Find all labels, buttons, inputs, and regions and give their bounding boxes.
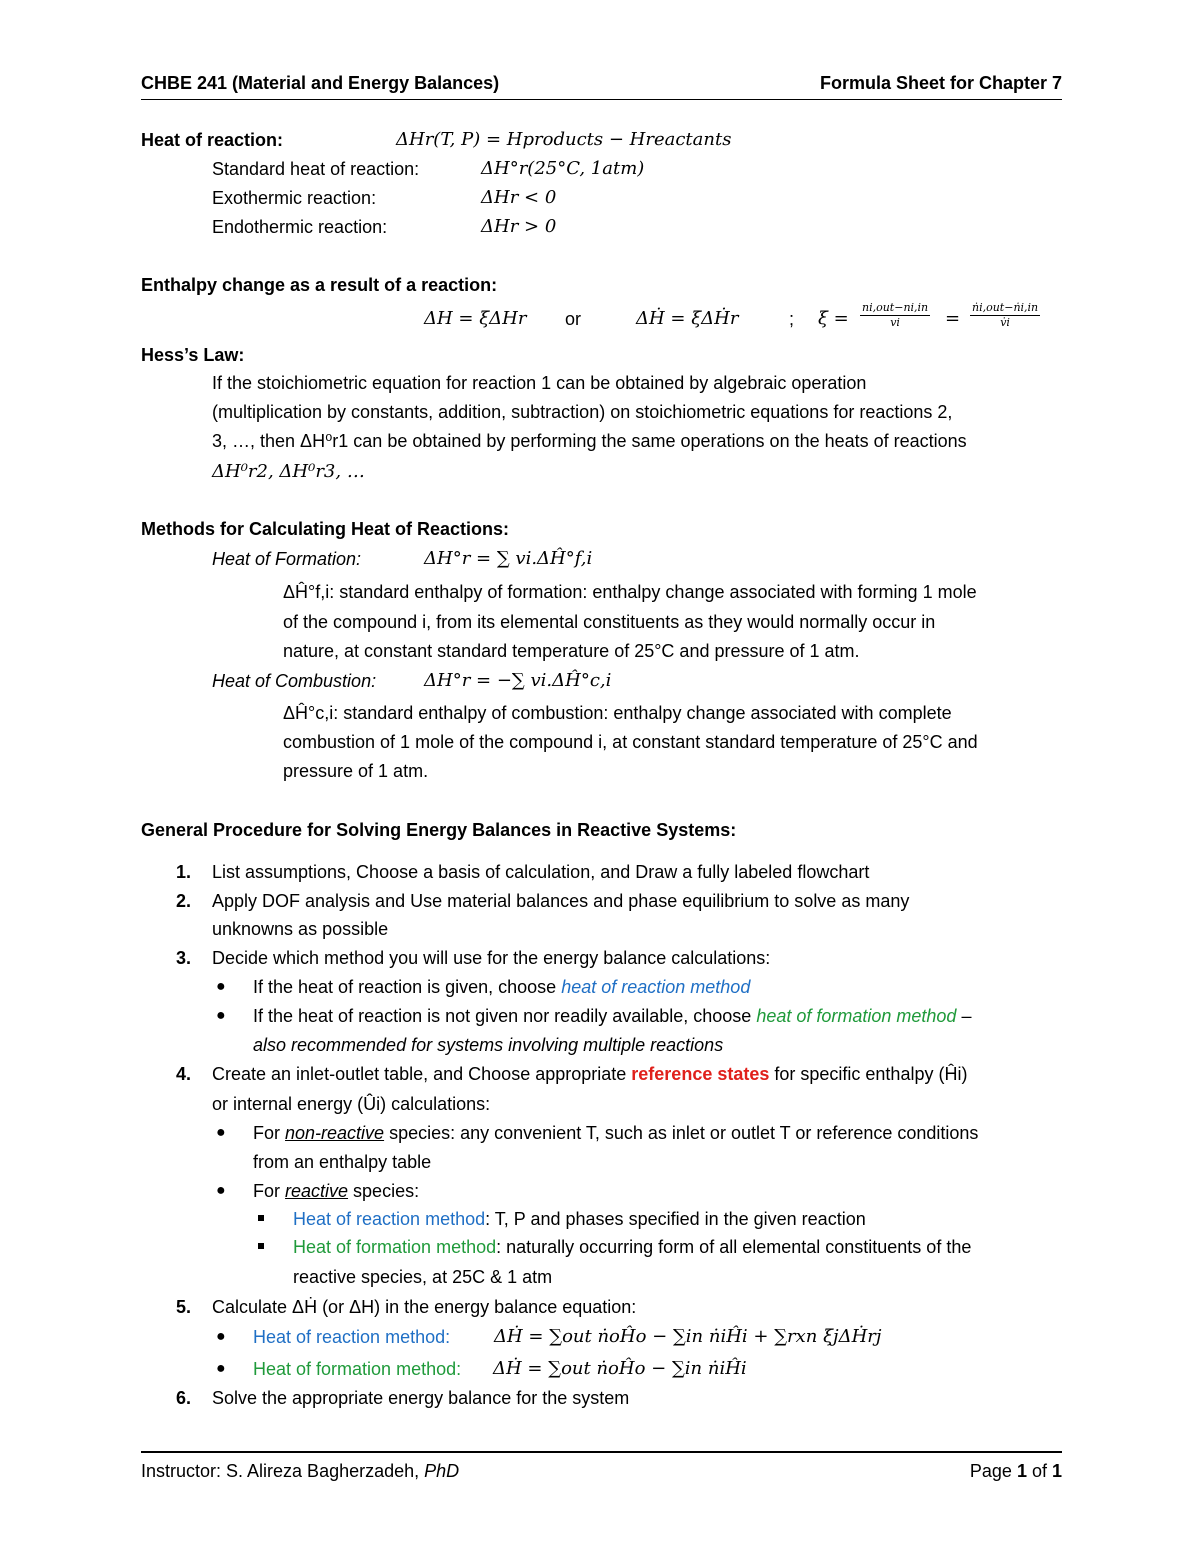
xi-lhs: ξ = xyxy=(818,308,849,329)
step-4-bullet-2-post: species: xyxy=(348,1181,420,1201)
page-number xyxy=(970,1461,1062,1482)
header-rule xyxy=(141,99,1062,100)
heat-of-reaction-method-ref: heat of reaction method xyxy=(561,977,751,997)
step-3-bullet-2-note: also recommended for systems involving multiple reactions xyxy=(253,1035,724,1055)
formation-label: Heat of Formation: xyxy=(212,549,362,569)
formation-def-2: of the compound i, from its elemental constituents as they would normally occur in xyxy=(283,612,936,632)
formation-def-3: nature, at constant standard temperature of 25°C and pressure of 1 atm. xyxy=(283,641,860,661)
bullet-dot: ● xyxy=(216,1007,226,1024)
hess-line-2: (multiplication by constants, addition, subtraction) on stoichiometric equations for reactions 2, xyxy=(212,402,953,422)
endothermic-label: Endothermic reaction: xyxy=(212,217,388,237)
step-4-bullet-2 xyxy=(253,1179,419,1203)
step-5-bullet-2 xyxy=(253,1357,461,1381)
heat-of-reaction-method-equation: ΔḢ = ∑out ṅoĤo − ∑in ṅiĤi + ∑rxn ξjΔḢrj xyxy=(494,1326,882,1347)
enthalpy-eq-batch: ΔH = ξΔHr xyxy=(424,308,527,329)
page-current: 1 xyxy=(1016,1461,1027,1481)
course-title: CHBE 241 (Material and Energy Balances) xyxy=(141,73,500,93)
bullet-dot: ● xyxy=(216,978,226,995)
methods-heading: Methods for Calculating Heat of Reactions: xyxy=(141,519,510,539)
step-number-1: 1. xyxy=(176,862,192,882)
frac2-numerator: ṅi,out−ṅi,in xyxy=(972,301,1039,314)
non-reactive-term: non-reactive xyxy=(285,1123,385,1143)
step-2-line-2: unknowns as possible xyxy=(212,919,389,939)
combustion-formula: ΔH°r = −∑ vi.ΔĤ°c,i xyxy=(424,670,612,691)
step-1: List assumptions, Choose a basis of calculation, and Draw a fully labeled flowchart xyxy=(212,862,870,882)
step-4-sub-2-cont: reactive species, at 25C & 1 atm xyxy=(293,1267,553,1287)
hess-line-4: ΔH⁰r2, ΔH⁰r3, … xyxy=(212,461,365,482)
exothermic-formula: ΔHr < 0 xyxy=(481,187,557,208)
bullet-dot: ● xyxy=(216,1328,226,1345)
reactive-term: reactive xyxy=(285,1181,349,1201)
square-bullet xyxy=(258,1243,264,1249)
step-number-4: 4. xyxy=(176,1064,192,1084)
page-of: of xyxy=(1026,1461,1052,1481)
heat-of-reaction-label: Heat of reaction: xyxy=(141,130,284,150)
step-4-text-b: for specific enthalpy (Ĥi) xyxy=(769,1064,968,1084)
page-label: Page xyxy=(969,1461,1017,1481)
heat-of-formation-method-ref: heat of formation method xyxy=(756,1006,957,1026)
enthalpy-eq-continuous: ΔḢ = ξΔḢr xyxy=(636,308,739,329)
step-6: Solve the appropriate energy balance for the system xyxy=(212,1388,630,1408)
step-4-bullet-1-cont: from an enthalpy table xyxy=(253,1152,432,1172)
exothermic-label: Exothermic reaction: xyxy=(212,188,377,208)
heat-of-formation-method-sub: Heat of formation method xyxy=(293,1237,497,1257)
standard-heat-formula: ΔH°r(25°C, 1atm) xyxy=(481,158,645,179)
colon: : xyxy=(445,1327,451,1347)
standard-heat-label: Standard heat of reaction: xyxy=(212,159,420,179)
step-4-text-a: Create an inlet-outlet table, and Choose appropriate xyxy=(212,1064,632,1084)
step-4-sub-2 xyxy=(293,1235,971,1259)
step-4-bullet-1-pre: For xyxy=(253,1123,286,1143)
step-2-line-1: Apply DOF analysis and Use material balances and phase equilibrium to solve as many xyxy=(212,891,910,911)
combustion-label: Heat of Combustion: xyxy=(212,671,377,691)
square-bullet xyxy=(258,1215,264,1221)
enthalpy-change-heading: Enthalpy change as a result of a reaction: xyxy=(141,275,498,295)
heat-of-reaction-formula: ΔHr(T, P) = Hproducts − Hreactants xyxy=(396,129,732,150)
footer-rule xyxy=(141,1451,1062,1453)
instructor-degree: PhD xyxy=(424,1461,460,1481)
step-3-bullet-2-dash: – xyxy=(956,1006,972,1026)
step-3: Decide which method you will use for the energy balance calculations: xyxy=(212,948,771,968)
combustion-def-2: combustion of 1 mole of the compound i, at constant standard temperature of 25°C and xyxy=(283,732,978,752)
step-number-6: 6. xyxy=(176,1388,192,1408)
hess-heading: Hess’s Law: xyxy=(141,345,245,365)
sheet-title: Formula Sheet for Chapter 7 xyxy=(819,73,1062,93)
extent-fraction-continuous xyxy=(970,301,1040,330)
bullet-dot: ● xyxy=(216,1182,226,1199)
instructor xyxy=(141,1461,459,1482)
instructor-name: Instructor: S. Alireza Bagherzadeh, xyxy=(141,1461,425,1481)
heat-of-reaction-method-sub: Heat of reaction method xyxy=(293,1209,486,1229)
frac2-denominator: v̇i xyxy=(1000,316,1010,329)
frac1-numerator: ni,out−ni,in xyxy=(862,301,929,314)
colon: : xyxy=(456,1359,462,1379)
extent-fraction-batch xyxy=(860,301,930,330)
step-5: Calculate ΔḢ (or ΔH) in the energy balance equation: xyxy=(212,1297,637,1317)
step-5-bullet-1 xyxy=(253,1325,450,1349)
combustion-def-3: pressure of 1 atm. xyxy=(283,761,429,781)
page-footer xyxy=(141,1461,1062,1487)
step-number-5: 5. xyxy=(176,1297,192,1317)
step-number-2: 2. xyxy=(176,891,192,911)
step-3-bullet-2 xyxy=(253,1004,971,1028)
step-4-bullet-1-post: species: any convenient T, such as inlet or outlet T or reference conditions xyxy=(384,1123,979,1143)
step-3-bullet-1-text: If the heat of reaction is given, choose xyxy=(253,977,562,997)
formation-formula: ΔH°r = ∑ vi.ΔĤ°f,i xyxy=(424,548,593,569)
hess-line-3: 3, …, then ΔH⁰r1 can be obtained by performing the same operations on the heats of reactions xyxy=(212,431,967,451)
equals-sign: = xyxy=(945,308,961,329)
step-4-sub-1 xyxy=(293,1207,866,1231)
step-4-line-2: or internal energy (Ûi) calculations: xyxy=(212,1094,491,1114)
step-4-sub-1-text: : T, P and phases specified in the given reaction xyxy=(485,1209,866,1229)
or-word: or xyxy=(565,309,582,329)
procedure-heading: General Procedure for Solving Energy Balances in Reactive Systems: xyxy=(141,820,737,840)
heat-of-reaction-method-eq-label: Heat of reaction method xyxy=(253,1327,446,1347)
step-4-sub-2-text: : naturally occurring form of all elemental constituents of the xyxy=(496,1237,972,1257)
page-header xyxy=(141,73,1062,99)
combustion-def-1: ΔĤ°c,i: standard enthalpy of combustion: enthalpy change associated with complete xyxy=(283,703,952,723)
reference-states-highlight: reference states xyxy=(631,1064,770,1084)
heat-of-formation-method-eq-label: Heat of formation method xyxy=(253,1359,457,1379)
step-4-bullet-1 xyxy=(253,1121,978,1145)
formation-def-1: ΔĤ°f,i: standard enthalpy of formation: enthalpy change associated with forming 1 mole xyxy=(283,582,977,602)
step-3-bullet-1 xyxy=(253,975,750,999)
step-4-bullet-2-pre: For xyxy=(253,1181,286,1201)
step-3-bullet-2-text: If the heat of reaction is not given nor readily available, choose xyxy=(253,1006,757,1026)
semicolon: ; xyxy=(789,309,795,329)
heat-of-formation-method-equation: ΔḢ = ∑out ṅoĤo − ∑in ṅiĤi xyxy=(493,1358,747,1379)
hess-line-1: If the stoichiometric equation for reaction 1 can be obtained by algebraic operation xyxy=(212,373,867,393)
endothermic-formula: ΔHr > 0 xyxy=(481,216,557,237)
step-number-3: 3. xyxy=(176,948,192,968)
frac1-denominator: vi xyxy=(890,316,900,329)
bullet-dot: ● xyxy=(216,1124,226,1141)
page-total: 1 xyxy=(1051,1461,1062,1481)
bullet-dot: ● xyxy=(216,1360,226,1377)
step-4-line-1 xyxy=(212,1062,967,1086)
